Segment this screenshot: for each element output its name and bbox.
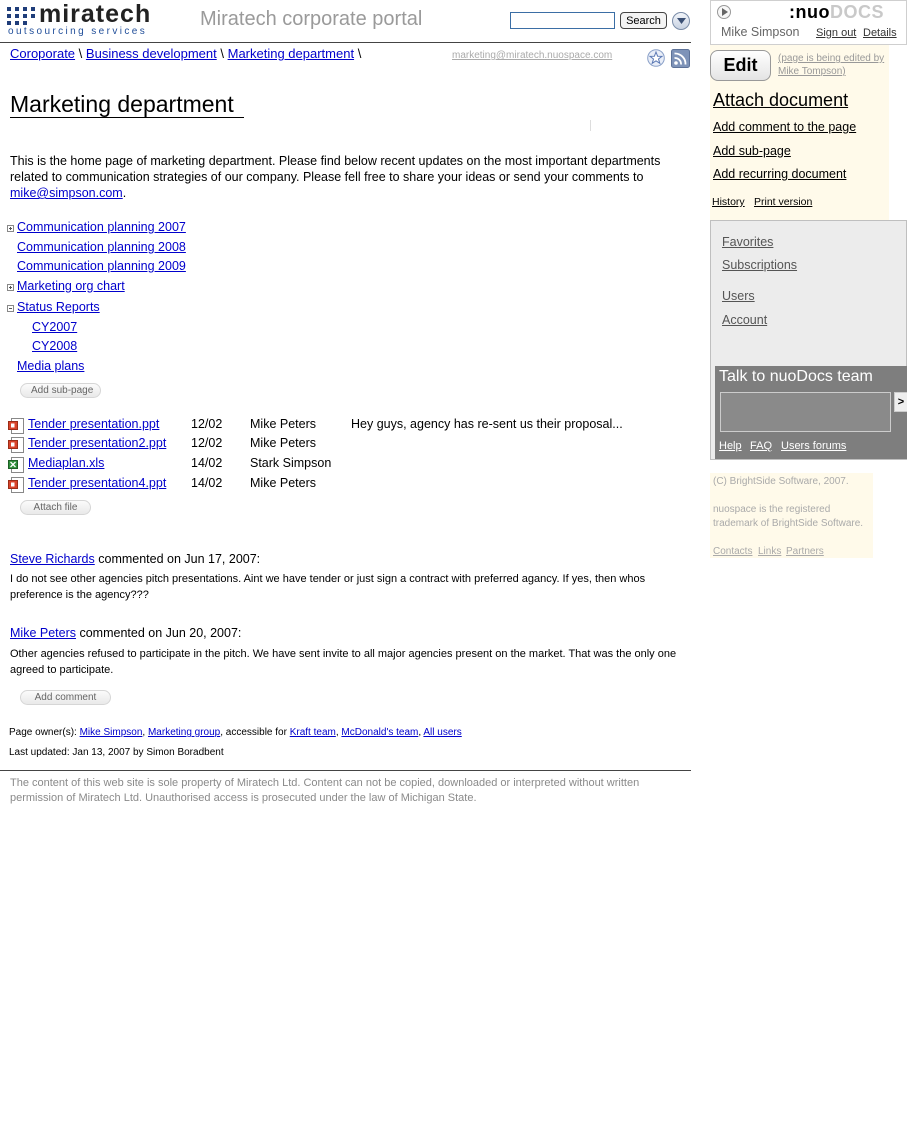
file-name-link[interactable]: Mediaplan.xls xyxy=(28,456,105,470)
breadcrumb-item-corporate[interactable]: Coroporate xyxy=(10,46,76,61)
breadcrumb-separator: \ xyxy=(78,46,83,61)
rss-icon[interactable] xyxy=(671,49,690,68)
page-intro xyxy=(10,153,670,201)
file-row xyxy=(8,417,688,435)
nuodocs-logo-part1: :nuo xyxy=(789,2,830,22)
talk-send-button[interactable]: > xyxy=(894,392,907,412)
subpage-communication-planning-2007[interactable]: Communication planning 2007 xyxy=(17,220,186,234)
file-owner: Stark Simpson xyxy=(250,456,332,470)
breadcrumb-item-business-development[interactable]: Business development xyxy=(85,46,217,61)
nuodocs-header xyxy=(710,0,907,45)
nuodocs-footer xyxy=(710,473,873,558)
search-input[interactable] xyxy=(510,12,615,29)
page-title: Marketing department xyxy=(10,91,234,117)
nav-subscriptions[interactable]: Subscriptions xyxy=(722,258,798,272)
print-version-link[interactable]: Print version xyxy=(754,196,813,208)
ppt-file-icon xyxy=(8,477,24,493)
comma: , xyxy=(418,727,424,738)
file-date: 14/02 xyxy=(191,456,223,470)
subpage-marketing-org-chart[interactable]: Marketing org chart xyxy=(17,279,125,293)
play-back-icon[interactable] xyxy=(717,5,731,19)
file-owner: Mike Peters xyxy=(250,436,316,450)
subpage-cy2008[interactable]: CY2008 xyxy=(32,339,78,353)
logo-word: miratech xyxy=(39,0,152,28)
page-email-link[interactable]: marketing@miratech.nuospace.com xyxy=(452,50,613,61)
comment-author-link[interactable]: Mike Peters xyxy=(10,626,76,640)
miratech-logo[interactable] xyxy=(7,0,182,38)
file-name-link[interactable]: Tender presentation.ppt xyxy=(28,417,160,431)
add-comment-button[interactable]: Add comment xyxy=(20,690,111,705)
faq-link[interactable]: FAQ xyxy=(750,440,773,452)
access-link-kraft-team[interactable]: Kraft team xyxy=(289,727,336,738)
subpage-communication-planning-2008[interactable]: Communication planning 2008 xyxy=(17,240,186,254)
footer-divider xyxy=(0,770,691,771)
collapse-minus-icon[interactable] xyxy=(7,305,14,312)
comment-text: I do not see other agencies pitch presentations. Aint we have tender or just sign a contract with preferred agancy. If yes, then whos preference is the agency??? xyxy=(10,573,646,601)
header-divider xyxy=(0,42,691,43)
xls-file-icon xyxy=(8,457,24,473)
access-link-mcdonalds-team[interactable]: McDonald's team xyxy=(341,727,419,738)
current-user-name: Mike Simpson xyxy=(721,25,800,39)
file-owner: Mike Peters xyxy=(250,476,316,490)
intro-end: . xyxy=(122,186,127,200)
intro-text: This is the home page of marketing department. Please find below recent updates on the most important departments related to communication strategies of our company. Please fell free to share your ideas or send your comments to xyxy=(10,154,661,184)
add-recurring-document-link[interactable]: Add recurring document xyxy=(713,167,847,181)
contacts-link[interactable]: Contacts xyxy=(713,546,753,557)
breadcrumb-separator: \ xyxy=(357,46,362,61)
owner-link-marketing-group[interactable]: Marketing group xyxy=(147,727,221,738)
last-updated: Last updated: Jan 13, 2007 by Simon Boradbent xyxy=(9,747,224,758)
file-note: Hey guys, agency has re-sent us their proposal... xyxy=(351,417,623,431)
comment-author-link[interactable]: Steve Richards xyxy=(10,552,95,566)
history-link[interactable]: History xyxy=(712,196,745,208)
access-link-all-users[interactable]: All users xyxy=(423,727,462,738)
file-owner: Mike Peters xyxy=(250,417,316,431)
portal-title: Miratech corporate portal xyxy=(200,8,423,30)
trademark-text: nuospace is the registered trademark of BrightSide Software. xyxy=(713,504,864,529)
subpage-media-plans[interactable]: Media plans xyxy=(17,359,85,373)
title-underline xyxy=(10,117,244,118)
comma: , xyxy=(335,727,342,738)
nav-users[interactable]: Users xyxy=(722,289,755,303)
edit-lock-note-link[interactable]: (page is being edited by Mike Tompson) xyxy=(778,53,885,77)
comment-header xyxy=(10,552,260,566)
breadcrumb-separator: \ xyxy=(220,46,224,61)
sign-out-link[interactable]: Sign out xyxy=(816,27,857,39)
talk-to-team-box xyxy=(715,366,907,459)
nuodocs-logo xyxy=(789,2,884,23)
breadcrumb xyxy=(10,46,361,61)
nuodocs-nav-panel xyxy=(710,220,907,460)
comment-meta: commented on Jun 20, 2007: xyxy=(76,626,242,640)
comment-header xyxy=(10,626,241,640)
file-date: 14/02 xyxy=(191,476,223,490)
page-actions-panel xyxy=(710,45,889,220)
ppt-file-icon xyxy=(8,418,24,434)
subpage-status-reports[interactable]: Status Reports xyxy=(17,300,100,314)
nuodocs-logo-part2: DOCS xyxy=(829,2,884,22)
file-date: 12/02 xyxy=(191,436,223,450)
file-row xyxy=(8,436,688,454)
talk-message-input[interactable] xyxy=(720,392,891,432)
add-subpage-link[interactable]: Add sub-page xyxy=(713,144,791,158)
edit-lock-note xyxy=(778,52,903,78)
attach-document-link[interactable]: Attach document xyxy=(713,90,849,110)
file-name-link[interactable]: Tender presentation4.ppt xyxy=(28,476,167,490)
ppt-file-icon xyxy=(8,437,24,453)
search-button[interactable]: Search xyxy=(620,12,667,29)
footer-text: The content of this web site is sole property of Miratech Ltd. Content can not be copied, downloaded or interpreted without written permission of Miratech Ltd. Unauthorised access is prosecuted under the law of Michigan State. xyxy=(10,777,640,804)
intro-email-link[interactable]: mike@simpson.com xyxy=(10,186,123,200)
comment-text: Other agencies refused to participate in the pitch. We have sent invite to all major agencies present on the market. That was the only one agreed to participate. xyxy=(10,648,677,676)
copyright-text: (C) BrightSide Software, 2007. xyxy=(713,476,849,487)
owner-link-mike-simpson[interactable]: Mike Simpson xyxy=(79,727,143,738)
nav-favorites[interactable]: Favorites xyxy=(722,235,774,249)
users-forums-link[interactable]: Users forums xyxy=(781,440,847,452)
attach-file-button[interactable]: Attach file xyxy=(20,500,91,515)
accessible-label: , accessible for xyxy=(220,727,290,738)
links-link[interactable]: Links xyxy=(758,546,782,557)
page-owners xyxy=(9,727,462,738)
nav-account[interactable]: Account xyxy=(722,313,768,327)
partners-link[interactable]: Partners xyxy=(786,546,824,557)
expand-plus-icon[interactable] xyxy=(7,225,14,232)
details-link[interactable]: Details xyxy=(863,27,897,39)
help-link[interactable]: Help xyxy=(719,440,742,452)
expand-plus-icon[interactable] xyxy=(7,284,14,291)
subpage-cy2007[interactable]: CY2007 xyxy=(32,320,78,334)
star-icon[interactable] xyxy=(647,49,665,67)
subpage-communication-planning-2009[interactable]: Communication planning 2009 xyxy=(17,259,186,273)
owners-label: Page owner(s): xyxy=(9,727,80,738)
talk-title: Talk to nuoDocs team xyxy=(719,368,873,385)
file-name-link[interactable]: Tender presentation2.ppt xyxy=(28,436,167,450)
add-comment-link[interactable]: Add comment to the page xyxy=(713,120,857,134)
logo-tagline: outsourcing services xyxy=(8,26,148,37)
chevron-down-icon[interactable] xyxy=(672,12,690,30)
title-divider-tick xyxy=(590,120,591,131)
file-date: 12/02 xyxy=(191,417,223,431)
comma: , xyxy=(142,727,148,738)
comment-meta: commented on Jun 17, 2007: xyxy=(94,552,261,566)
breadcrumb-item-marketing-department[interactable]: Marketing department xyxy=(227,46,355,61)
add-subpage-button[interactable]: Add sub-page xyxy=(20,383,101,398)
edit-button[interactable]: Edit xyxy=(710,50,771,81)
file-row xyxy=(8,456,688,474)
file-row xyxy=(8,476,688,494)
logo-dots-icon xyxy=(7,7,37,25)
